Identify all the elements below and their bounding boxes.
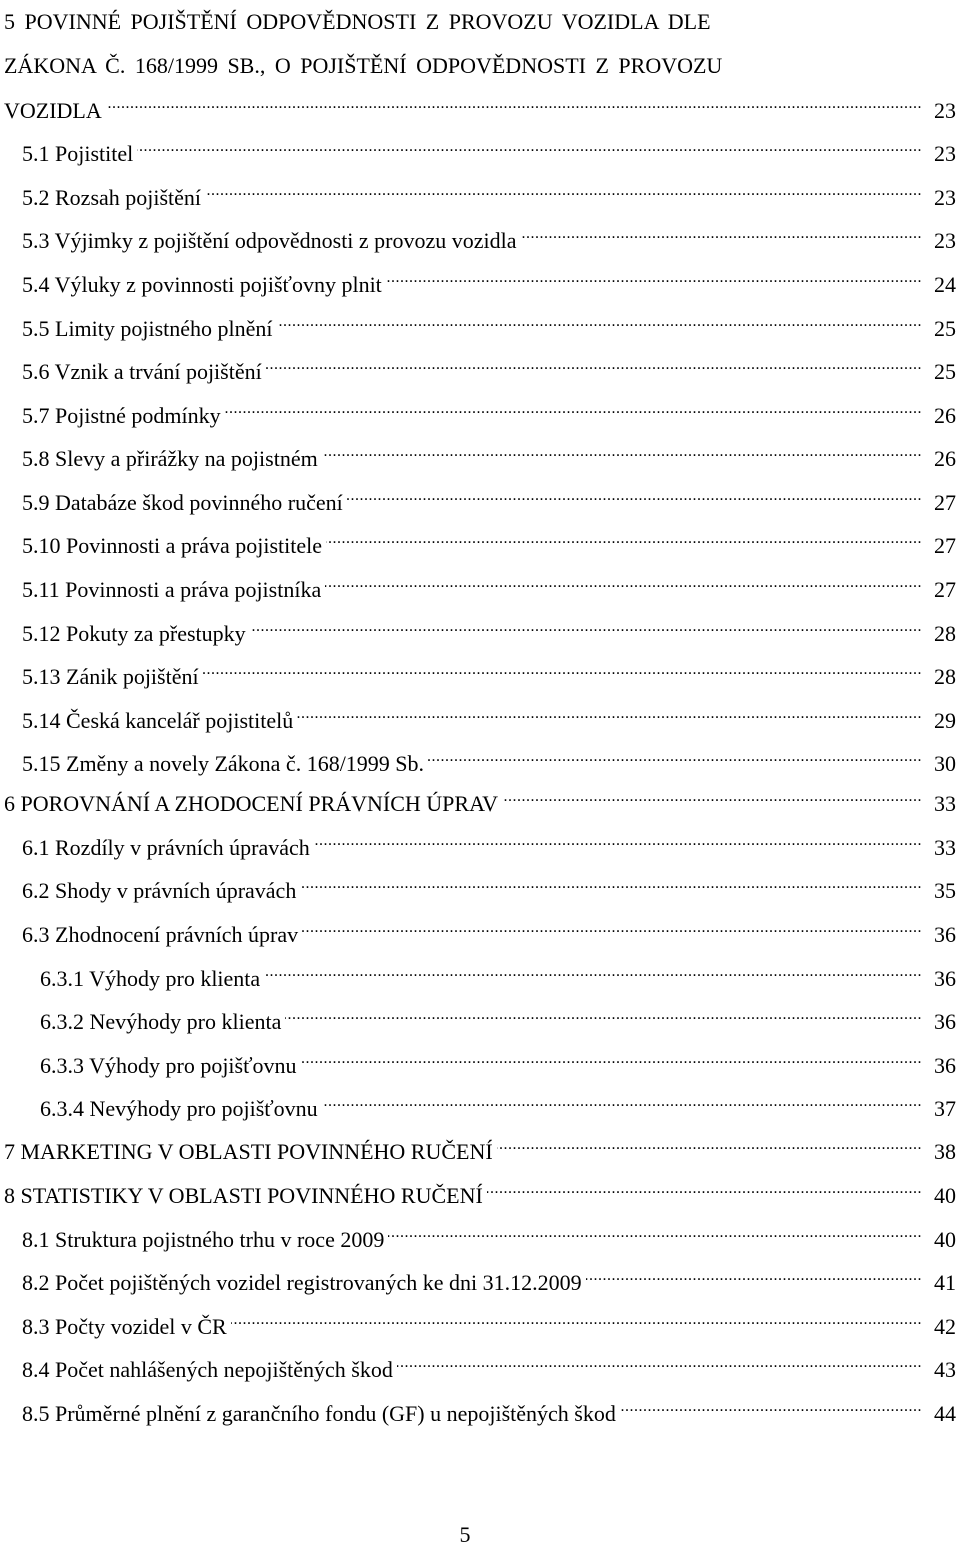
toc-entry[interactable]: [22, 1217, 956, 1252]
toc-entry[interactable]: [22, 349, 956, 384]
toc-entry-label: 6.1 Rozdíly v právních úpravách: [22, 835, 310, 860]
toc-leader-dots: [347, 480, 922, 510]
toc-entry-page: 28: [934, 621, 956, 646]
toc-entry-page: 44: [934, 1401, 956, 1426]
toc-entry-page: 24: [934, 272, 956, 297]
toc-leader-dots: [620, 1391, 922, 1421]
toc-entry[interactable]: [40, 1086, 956, 1121]
toc-entry-label: 5.10 Povinnosti a práva pojistitele: [22, 533, 323, 558]
toc-leader-dots: [314, 825, 922, 855]
toc-entry-label: 8.5 Průměrné plnění z garančního fondu (GF) u nepojištěných škod: [22, 1401, 616, 1426]
toc-entry-label: 5.7 Pojistné podmínky: [22, 403, 221, 428]
toc-entry-page: 38: [934, 1139, 956, 1164]
toc-entry[interactable]: [22, 654, 956, 689]
toc-entry[interactable]: [22, 480, 956, 515]
toc-entry[interactable]: [22, 393, 956, 428]
toc-entry-label: 5.15 Změny a novely Zákona č. 168/1999 Sb.: [22, 751, 425, 776]
toc-entry[interactable]: [40, 956, 956, 991]
toc-leader-dots: [586, 1260, 922, 1290]
toc-leader-dots: [137, 131, 922, 161]
toc-entry-page: 36: [934, 1053, 956, 1078]
toc-entry-page: 23: [934, 228, 956, 253]
toc-entry-label: VOZIDLA: [4, 98, 102, 123]
toc-leader-dots: [322, 436, 922, 466]
toc-leader-dots: [502, 781, 922, 811]
toc-leader-dots: [266, 349, 922, 379]
toc-entry-page: 36: [934, 1009, 956, 1034]
toc-leader-dots: [302, 912, 922, 942]
toc-entry-label: 6.3.4 Nevýhody pro pojišťovnu: [40, 1096, 318, 1121]
toc-leader-dots: [326, 523, 922, 553]
chapter-5-heading-line-2: ZÁKONA Č. 168/1999 SB., O POJIŠTĚNÍ ODPOVĚDNOSTI Z PROVOZU: [4, 52, 723, 78]
toc-entry[interactable]: [22, 1391, 956, 1426]
toc-entry-page: 41: [934, 1270, 956, 1295]
toc-entry-label: 5.8 Slevy a přirážky na pojistném: [22, 446, 318, 471]
toc-entry-label: 5.1 Pojistitel: [22, 141, 134, 166]
toc-entry-label: 5.9 Databáze škod povinného ručení: [22, 490, 343, 515]
toc-entry-page: 40: [934, 1227, 956, 1252]
toc-entry[interactable]: [22, 1347, 956, 1382]
toc-entry[interactable]: [22, 825, 956, 860]
toc-entry[interactable]: [22, 1260, 956, 1295]
toc-leader-dots: [225, 393, 922, 423]
toc-entry[interactable]: [4, 88, 956, 123]
toc-leader-dots: [386, 262, 922, 292]
toc-entry[interactable]: [22, 567, 956, 602]
toc-entry-page: 27: [934, 490, 956, 515]
chapter-5-heading-line-1: 5 POVINNÉ POJIŠTĚNÍ ODPOVĚDNOSTI Z PROVOZU VOZIDLA DLE: [4, 9, 711, 34]
toc-entry-page: 27: [934, 533, 956, 558]
toc-leader-dots: [388, 1217, 922, 1247]
toc-leader-dots: [322, 1086, 922, 1116]
toc-entry[interactable]: [22, 306, 956, 341]
toc-entry-page: 37: [934, 1096, 956, 1121]
toc-entry-page: 29: [934, 708, 956, 733]
toc-entry-label: 5.5 Limity pojistného plnění: [22, 316, 273, 341]
toc-entry-page: 26: [934, 403, 956, 428]
toc-entry[interactable]: [4, 1173, 956, 1208]
toc-leader-dots: [397, 1347, 922, 1377]
toc-entry-label: 5.3 Výjimky z pojištění odpovědnosti z provozu vozidla: [22, 228, 517, 253]
toc-leader-dots: [428, 741, 922, 771]
toc-leader-dots: [300, 868, 922, 898]
toc-entry[interactable]: [22, 868, 956, 903]
toc-entry[interactable]: [22, 912, 956, 947]
toc-entry-label: 8.4 Počet nahlášených nepojištěných škod: [22, 1357, 393, 1382]
toc-entry-label: 5.2 Rozsah pojištění: [22, 185, 202, 210]
toc-leader-dots: [264, 956, 922, 986]
toc-entry[interactable]: [22, 611, 956, 646]
toc-entry-label: 8.3 Počty vozidel v ČR: [22, 1314, 227, 1339]
chapter-5-heading: [4, 0, 956, 87]
toc-entry-label: 6.3 Zhodnocení právních úprav: [22, 922, 299, 947]
toc-entry[interactable]: [22, 436, 956, 471]
toc-entry-label: 6.3.2 Nevýhody pro klienta: [40, 1009, 282, 1034]
toc-leader-dots: [325, 567, 922, 597]
toc-entry[interactable]: [22, 131, 956, 166]
toc-entry[interactable]: [40, 999, 956, 1034]
toc-entry-label: 6.3.3 Výhody pro pojišťovnu: [40, 1053, 297, 1078]
toc-entry-page: 36: [934, 922, 956, 947]
page-number: 5: [459, 1522, 471, 1547]
toc-entry-label: 6.3.1 Výhody pro klienta: [40, 966, 261, 991]
toc-entry-page: 30: [934, 751, 956, 776]
toc-entry-page: 25: [934, 359, 956, 384]
toc-entry-page: 27: [934, 577, 956, 602]
toc-entry[interactable]: [4, 781, 956, 816]
toc-entry[interactable]: [40, 1043, 956, 1078]
toc-leader-dots: [106, 88, 922, 118]
toc-entry[interactable]: [22, 175, 956, 210]
toc-leader-dots: [497, 1129, 922, 1159]
toc-entry-label: 5.4 Výluky z povinnosti pojišťovny plnit: [22, 272, 382, 297]
toc-entry-label: 8.1 Struktura pojistného trhu v roce 2009: [22, 1227, 385, 1252]
toc-leader-dots: [205, 175, 922, 205]
toc-entry-page: 40: [934, 1183, 956, 1208]
toc-leader-dots: [277, 306, 922, 336]
toc-entry-page: 43: [934, 1357, 956, 1382]
toc-leader-dots: [250, 611, 922, 641]
toc-entry[interactable]: [22, 523, 956, 558]
toc-entry-label: 5.11 Povinnosti a práva pojistníka: [22, 577, 322, 602]
toc-entry-page: 23: [934, 141, 956, 166]
toc-entry-page: 28: [934, 664, 956, 689]
toc-entry-page: 23: [934, 185, 956, 210]
toc-leader-dots: [231, 1304, 922, 1334]
toc-entry-page: 42: [934, 1314, 956, 1339]
toc-entry-label: 7 MARKETING V OBLASTI POVINNÉHO RUČENÍ: [4, 1139, 493, 1164]
toc-entry-page: 26: [934, 446, 956, 471]
toc-entry-label: 5.6 Vznik a trvání pojištění: [22, 359, 262, 384]
toc-entry[interactable]: [22, 1304, 956, 1339]
toc-entry-label: 5.14 Česká kancelář pojistitelů: [22, 708, 294, 733]
toc-entry-page: 36: [934, 966, 956, 991]
toc-entry-label: 8.2 Počet pojištěných vozidel registrovaných ke dni 31.12.2009: [22, 1270, 582, 1295]
toc-entry-page: 35: [934, 878, 956, 903]
toc-entry-label: 6 POROVNÁNÍ A ZHODOCENÍ PRÁVNÍCH ÚPRAV: [4, 791, 499, 816]
toc-entry-page: 23: [934, 98, 956, 123]
toc-leader-dots: [301, 1043, 922, 1073]
toc-entry[interactable]: [4, 1129, 956, 1164]
toc-entry-page: 33: [934, 791, 956, 816]
toc-entry-label: 5.12 Pokuty za přestupky: [22, 621, 246, 646]
toc-entry-label: 5.13 Zánik pojištění: [22, 664, 199, 689]
toc-leader-dots: [203, 654, 922, 684]
toc-entry-label: 8 STATISTIKY V OBLASTI POVINNÉHO RUČENÍ: [4, 1183, 483, 1208]
toc-entry[interactable]: [22, 262, 956, 297]
toc-leader-dots: [285, 999, 922, 1029]
toc-entry-label: 6.2 Shody v právních úpravách: [22, 878, 297, 903]
toc-entry[interactable]: [22, 218, 956, 253]
toc-entry[interactable]: [22, 698, 956, 733]
toc-entry[interactable]: [22, 741, 956, 776]
toc-leader-dots: [487, 1173, 922, 1203]
toc-entry-page: 25: [934, 316, 956, 341]
toc-entry-page: 33: [934, 835, 956, 860]
toc-leader-dots: [521, 218, 922, 248]
toc-leader-dots: [297, 698, 922, 728]
